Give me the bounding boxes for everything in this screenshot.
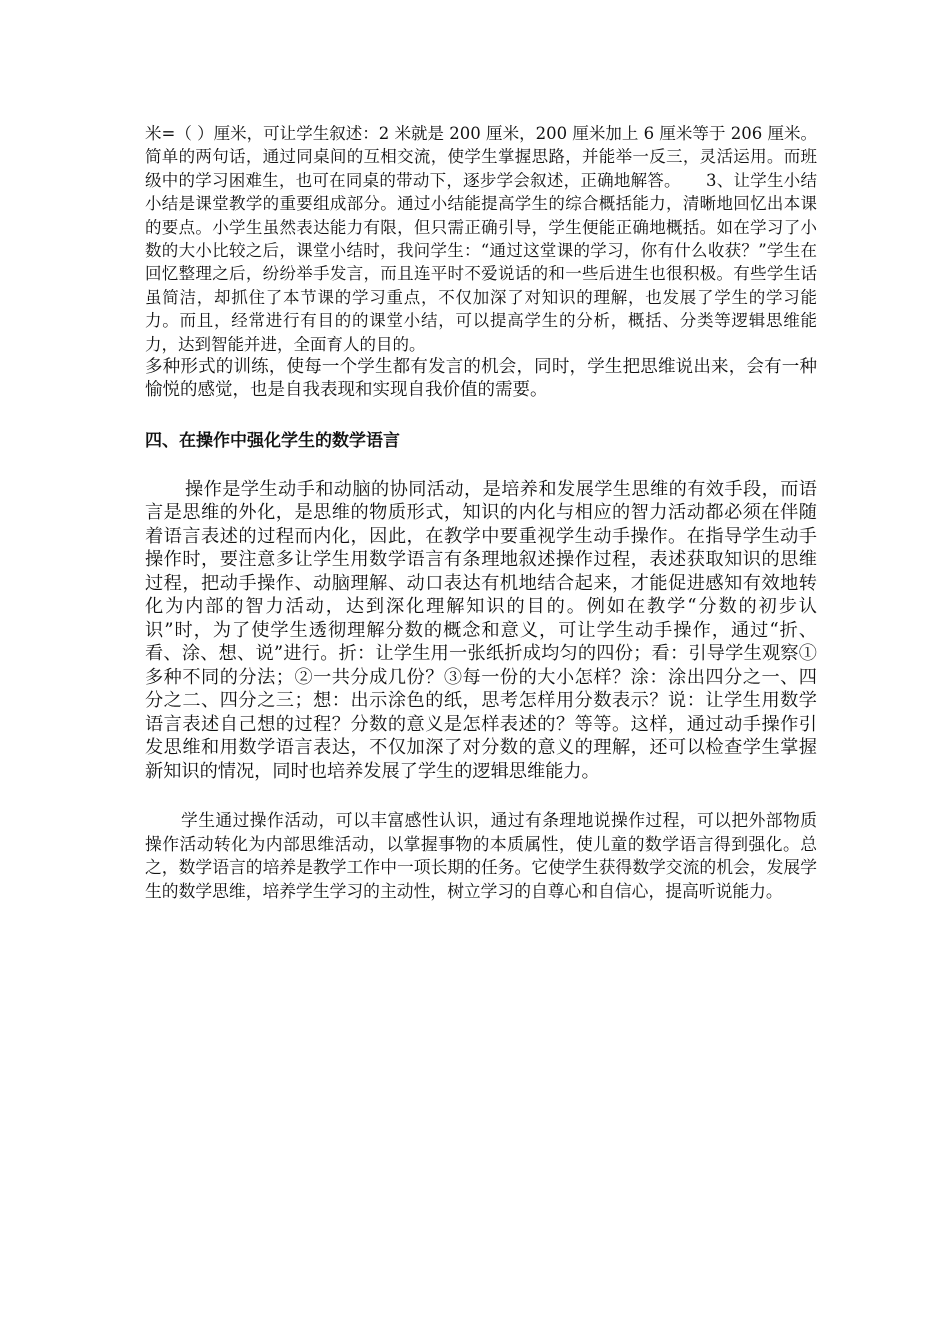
document-page <box>145 122 850 903</box>
paragraph-conclusion: 学生通过操作活动，可以丰富感性认识，通过有条理地说操作过程，可以把外部物质操作活动转化为内部思维活动，以掌握事物的本质属性，使儿童的数学语言得到强化。总之，数学语言的培养是教学工作中一项长期的任务。它使学生获得数学交流的机会，发展学生的数学思维，培养学生学习的主动性，树立学习的自尊心和自信心，提高听说能力。 <box>145 810 817 901</box>
paragraph-summary: 米=（ ）厘米，可让学生叙述：2 米就是 200 厘米，200 厘米加上 6 厘米等于 206 厘米。简单的两句话，通过同桌间的互相交流，使学生掌握思路，并能举一反三，灵活运用。而班级中的学习困难生，也可在同桌的带动下，逐步学会叙述，正确地解答。 3、让学生小结 小结是课堂教学的重要组成部分。通过小结能提高学生的综合概括能力，清晰地回忆出本课的要点。小学生虽然表达能力有限，但只需正确引导，学生便能正确地概括。如在学习了小数的大小比较之后，课堂小结时，我问学生：“通过这堂课的学习，你有什么收获？”学生在回忆整理之后，纷纷举手发言，而且连平时不爱说话的和一些后进生也很积极。有些学生话虽简洁，却抓住了本节课的学习重点，不仅加深了对知识的理解，也发展了学生的学习能力。而且，经常进行有目的的课堂小结，可以提高学生的分析，概括、分类等逻辑思维能力，达到智能并进，全面育人的目的。 <box>145 124 850 354</box>
paragraph-training: 多种形式的训练，使每一个学生都有发言的机会，同时，学生把思维说出来，会有一种愉悦的感觉，也是自我表现和实现自我价值的需要。 <box>145 357 817 401</box>
paragraph-operation: 操作是学生动手和动脑的协同活动，是培养和发展学生思维的有效手段，而语言是思维的外化，是思维的物质形式，知识的内化与相应的智力活动都必须在伴随着语言表述的过程而内化，因此，在教学中要重视学生动手操作。在指导学生动手操作时，要注意多让学生用数学语言有条理地叙述操作过程，表述获取知识的思维过程，把动手操作、动脑理解、动口表达有机地结合起来，才能促进感知有效地转化为内部的智力活动，达到深化理解知识的目的。例如在教学“分数的初步认识”时，为了使学生透彻理解分数的概念和意义，可让学生动手操作，通过“折、看、涂、想、说”进行。折：让学生用一张纸折成均匀的四份；看：引导学生观察①多种不同的分法；②一共分成几份？③每一份的大小怎样？涂：涂出四分之一、四分之二、四分之三；想：出示涂色的纸，思考怎样用分数表示？说：让学生用数学语言表述自己想的过程？分数的意义是怎样表述的？等等。这样，通过动手操作引发思维和用数学语言表达，不仅加深了对分数的意义的理解，还可以检查学生掌握新知识的情况，同时也培养发展了学生的逻辑思维能力。 <box>145 478 817 782</box>
section-heading: 四、在操作中强化学生的数学语言 <box>145 430 400 451</box>
